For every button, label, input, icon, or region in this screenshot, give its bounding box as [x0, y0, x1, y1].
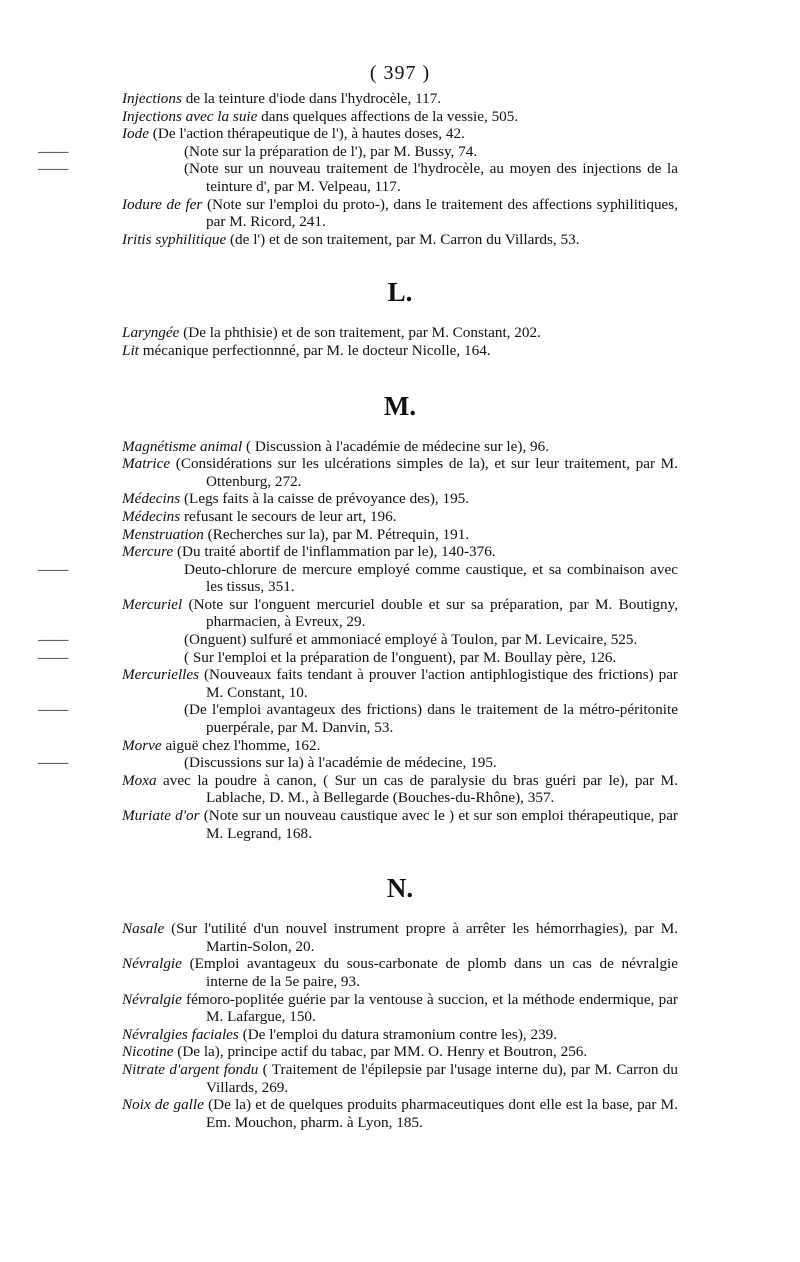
index-entry: [122, 231, 678, 249]
index-entry: [122, 455, 678, 490]
entry-keyword: Mercurielles: [122, 666, 200, 684]
index-entry: [122, 125, 678, 143]
entry-text: ( Sur l'emploi et la préparation de l'onguent), par M. Boullay père, 126.: [184, 648, 617, 666]
entry-text: (Note sur la préparation de l'), par M. Bussy, 74.: [184, 142, 478, 160]
index-content: [38, 90, 678, 1131]
entry-keyword: Iode: [122, 125, 149, 143]
index-entry: [122, 1026, 678, 1044]
index-section: [38, 90, 678, 248]
ditto-dash: ——: [38, 648, 69, 666]
index-entry: [38, 754, 678, 772]
index-entry: [122, 737, 678, 755]
entry-keyword: Mercuriel: [122, 595, 183, 613]
entry-keyword: Nitrate d'argent fondu: [122, 1060, 259, 1078]
index-entry: [122, 108, 678, 126]
entry-text: (Onguent) sulfuré et ammoniacé employé à Toulon, par M. Levicaire, 525.: [184, 631, 638, 649]
entry-text: (Recherches sur la), par M. Pétrequin, 191.: [203, 525, 470, 543]
section-letter: L.: [387, 277, 413, 308]
entry-text: (Note sur un nouveau traitement de l'hydrocèle, au moyen des injections de la teinture d', par M. Velpeau, 117.: [184, 160, 678, 195]
entry-keyword: Nasale: [122, 920, 165, 938]
entry-text: mécanique perfectionnné, par M. le docteur Nicolle, 164.: [138, 341, 491, 359]
entry-keyword: Iodure de fer: [122, 195, 203, 213]
entry-text: avec la poudre à canon, ( Sur un cas de paralysie du bras guéri par le), par M. Lablache, D. M., à Bellegarde (Bouches-du-Rhône), 357.: [156, 771, 678, 807]
entry-keyword: Médecins: [122, 507, 181, 525]
page-number: ( 397 ): [369, 62, 431, 84]
index-section: [38, 382, 678, 843]
entry-keyword: Iritis syphilitique: [122, 230, 227, 248]
entry-text: (Du traité abortif de l'inflammation par le), 140-376.: [173, 543, 496, 561]
entry-text: (De la), principe actif du tabac, par MM. O. Henry et Boutron, 256.: [173, 1043, 588, 1061]
index-entry: [122, 342, 678, 360]
index-entry: [38, 160, 678, 195]
index-entry: [122, 526, 678, 544]
index-entry: [122, 955, 678, 990]
index-entry: [122, 490, 678, 508]
index-section: [122, 268, 678, 359]
index-entry: [122, 596, 678, 631]
entry-text: (De l'emploi du datura stramonium contre les), 239.: [238, 1025, 558, 1043]
index-entry: [122, 324, 678, 342]
entry-text: ( Traitement de l'épilepsie par l'usage interne du), par M. Carron du Villards, 269.: [206, 1060, 678, 1096]
entry-keyword: Injections: [122, 90, 182, 107]
index-entry: [122, 1043, 678, 1061]
entry-text: (Discussions sur la) à l'académie de médecine, 195.: [184, 754, 497, 772]
entry-keyword: Injections avec la suie: [122, 107, 258, 125]
entry-keyword: Mercure: [122, 543, 174, 561]
entry-keyword: Névralgie: [122, 990, 182, 1008]
index-entry: [122, 991, 678, 1026]
index-entry: [122, 807, 678, 842]
index-entry: [122, 666, 678, 701]
entry-text: (Note sur l'emploi du proto-), dans le traitement des affections syphilitiques, par M. Ricord, 241.: [202, 195, 678, 231]
entry-text: (Considérations sur les ulcérations simples de la), et sur leur traitement, par M. Ottenburg, 272.: [170, 455, 678, 490]
entry-text: (Emploi avantageux du sous-carbonate de plomb dans un cas de névralgie interne de la 5e paire, 93.: [181, 955, 678, 990]
ditto-dash: ——: [38, 142, 69, 160]
ditto-dash: ——: [38, 160, 69, 178]
entry-text: (De la phthisie) et de son traitement, par M. Constant, 202.: [179, 324, 541, 342]
entry-text: (De la) et de quelques produits pharmaceutiques dont elle est la base, par M. Em. Mouchon, pharm. à Lyon, 185.: [203, 1096, 678, 1131]
entry-text: aiguë chez l'homme, 162.: [161, 736, 321, 754]
index-entry: [38, 631, 678, 649]
entry-keyword: Névralgie: [122, 955, 182, 973]
entry-text: (De l'emploi avantageux des frictions) dans le traitement de la métro-péritonite puerpérale, par M. Danvin, 53.: [184, 701, 678, 737]
entry-text: refusant le secours de leur art, 196.: [180, 507, 397, 525]
index-entry: [38, 701, 678, 737]
entry-text: (Nouveaux faits tendant à prouver l'action antiphlogistique des frictions) par M. Constant, 10.: [199, 666, 678, 701]
entry-keyword: Noix de galle: [122, 1096, 204, 1114]
index-entry: [38, 142, 678, 161]
index-entry: [122, 1096, 678, 1131]
section-letter: N.: [386, 873, 414, 904]
ditto-dash: ——: [38, 754, 69, 772]
entry-keyword: Menstruation: [122, 525, 204, 543]
index-entry: [122, 1061, 678, 1096]
entry-keyword: Névralgies faciales: [122, 1025, 239, 1043]
entry-keyword: Nicotine: [122, 1043, 174, 1061]
entry-text: fémoro-poplitée guérie par la ventouse à succion, et la méthode endermique, par M. Lafargue, 150.: [181, 990, 678, 1026]
index-entry: [122, 90, 678, 108]
entry-text: (Legs faits à la caisse de prévoyance des), 195.: [180, 490, 470, 508]
entry-keyword: Morve: [122, 736, 162, 754]
entry-keyword: Magnétisme animal: [122, 437, 243, 455]
index-entry: [38, 648, 678, 667]
entry-keyword: Muriate d'or: [122, 807, 200, 824]
index-entry: [122, 196, 678, 231]
entry-keyword: Moxa: [122, 771, 157, 789]
ditto-dash: ——: [38, 631, 69, 649]
ditto-dash: ——: [38, 560, 69, 578]
entry-text: ( Discussion à l'académie de médecine sur le), 96.: [242, 437, 550, 455]
entry-keyword: Lit: [122, 341, 139, 359]
index-entry: [122, 508, 678, 526]
entry-text: de la teinture d'iode dans l'hydrocèle, 117.: [181, 90, 442, 107]
entry-keyword: Médecins: [122, 490, 181, 508]
entry-text: Deuto-chlorure de mercure employé comme caustique, et sa combinaison avec les tissus, 351.: [184, 560, 678, 596]
index-entry: [122, 438, 678, 456]
index-entry: [122, 772, 678, 807]
index-entry: [38, 560, 678, 596]
entry-text: (Sur l'utilité d'un nouvel instrument propre à arrêter les hémorrhagies), par M. Martin-Solon, 20.: [164, 920, 678, 955]
entry-keyword: Matrice: [122, 455, 171, 473]
entry-text: (Note sur l'onguent mercuriel double et sur sa préparation, par M. Boutigny, pharmacien, à Evreux, 29.: [182, 595, 678, 631]
entry-text: (De l'action thérapeutique de l'), à hautes doses, 42.: [149, 125, 465, 143]
entry-keyword: Laryngée: [122, 324, 180, 342]
entry-text: (de l') et de son traitement, par M. Carron du Villards, 53.: [226, 230, 580, 248]
index-entry: [122, 543, 678, 561]
entry-text: dans quelques affections de la vessie, 505.: [257, 107, 519, 125]
ditto-dash: ——: [38, 701, 69, 719]
index-entry: [122, 920, 678, 955]
index-section: [122, 864, 678, 1131]
section-letter: M.: [383, 390, 417, 421]
entry-text: (Note sur un nouveau caustique avec le ) et sur son emploi thérapeutique, par M. Legrand, 168.: [199, 807, 678, 842]
